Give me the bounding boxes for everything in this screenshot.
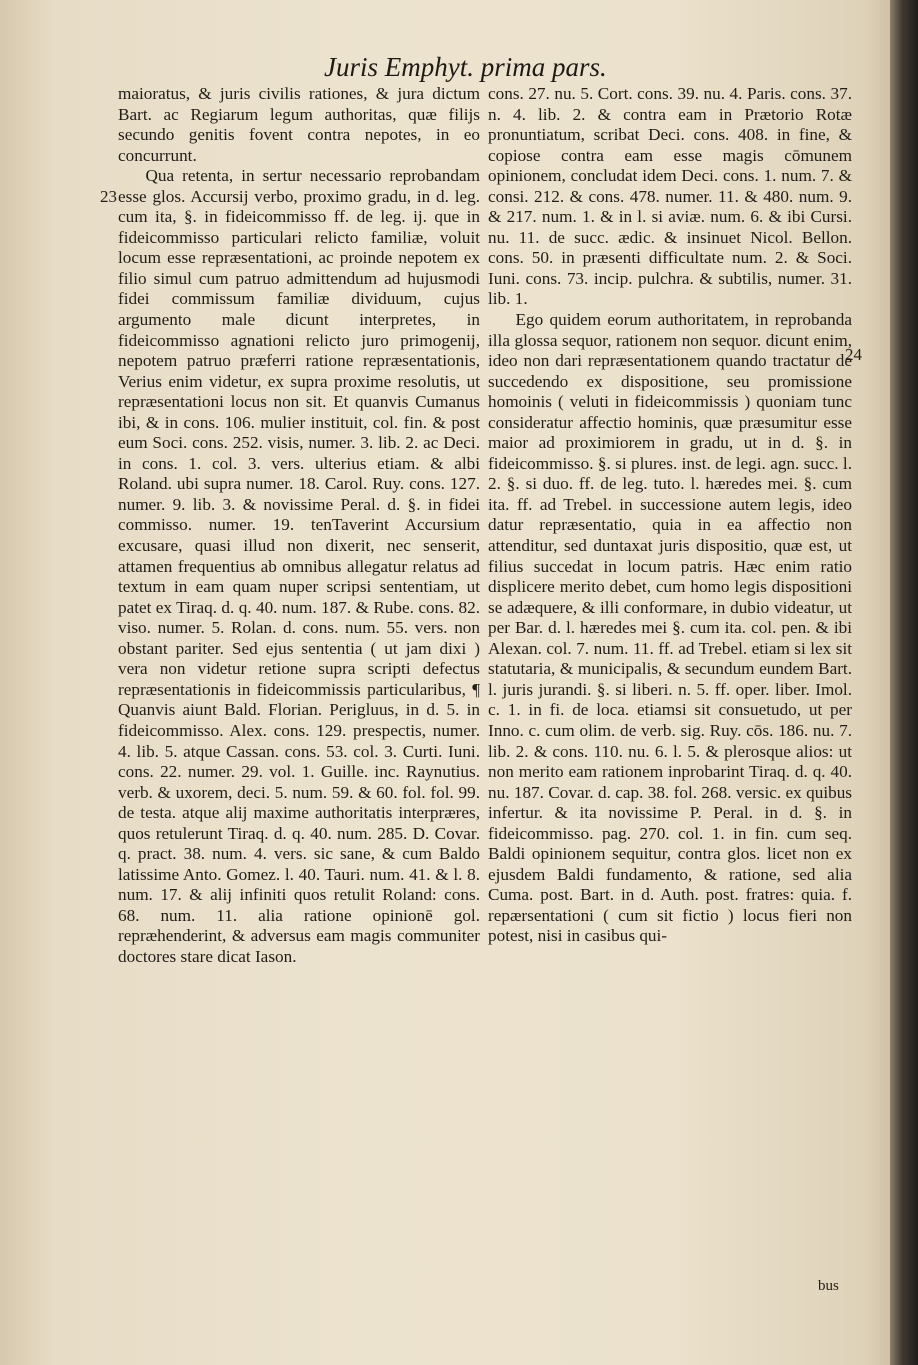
right-paragraph-2: Ego quidem eorum authoritatem, in reprobanda illa glossa sequor, rationem non sequor. dicunt enim, ideo non dari repræsentationem quando tractatur de succedendo ex dispositione, seu promissione homoinis ( veluti in fideicommissis ) quoniam tunc consideratur affectio hominis, quæ præsumitur esse maior ad proximiorem in gradu, ut in d. §. in fideicommisso. §. si plures. inst. de legi. agn. succ. l. 2. §. si duo. ff. de leg. tuto. l. hæredes mei. §. cum ita. ff. ad Trebel. in successione autem legis, ideo datur repræsentatio, quia in ea affectio non attenditur, sed duntaxat juris dispositio, quæ est, ut filius succedat in locum patris. Hæc enim ratio displicere merito debet, cum homo legis dispositioni se adæquere, & illi conformare, in dubio videatur, ut per Bar. d. l. hæredes mei §. cum ita. col. pen. & ibi Alexan. col. 7. num. 11. ff. ad Trebel. etiam si lex sit statutaria, & municipalis, & secundum eundem Bart. l. juris jurandi. §. si liberi. n. 5. ff. oper. liber. Imol. c. 1. in fi. de loca. etiamsi sit consuetudo, ut per Inno. c. cum olim. de verb. sig. Ruy. cōs. 186. nu. 7. lib. 2. & cons. 110. nu. 6. l. 5. & plerosque alios: ut non merito eam rationem inprobarint Tiraq. d. q. 40. nu. 187. Covar. d. cap. 38. fol. 268. versic. ex quibus infertur. & ita novissime P. Peral. in d. §. in fideicommisso. pag. 270. col. 1. in fin. cum seq. Baldi opinionem sequitur, contra glos. licet non ex ejusdem Baldi fundamento, & ratione, sed alia Cuma. post. Bart. in d. Auth. post. fratres: quia. f. repærsentationi ( cum sit fictio ) locus fieri non potest, nisi in casibus qui- [488, 310, 852, 946]
right-paragraph-1: cons. 27. nu. 5. Cort. cons. 39. nu. 4. Paris. cons. 37. n. 4. lib. 2. & contra eam in Prætorio Rotæ pronuntiatum, scribat Deci. cons. 408. in fine, & copiose contra eam esse magis cōmunem opinionem, concludat idem Deci. cons. 1. num. 7. & consi. 212. & cons. 478. numer. 11. & 480. num. 9. & 217. num. 1. & in l. si aviæ. num. 6. & ibi Cursi. nu. 11. de succ. ædic. & insinuet Nicol. Bellon. cons. 50. in præsenti difficultate num. 2. & Soci. Iuni. cons. 73. incip. pulchra. & subtilis, numer. 31. lib. 1. [488, 84, 852, 309]
running-title: Juris Emphyt. prima pars. [324, 52, 607, 82]
margin-number-right: 24 [845, 345, 862, 364]
right-column [488, 84, 852, 947]
left-paragraph-2: Qua retenta, in sertur necessario reprobandam esse glos. Accursij verbo, proximo gradu, in d. leg. cum ita, §. in fideicommisso ff. de leg. ij. que in fideicommisso particulari relicto familiæ, voluit locum esse repræsentationi, ac proinde nepotem ex filio simul cum patruo admittendum ad hujusmodi fidei commissum familiæ dividuum, cujus argumento male dicunt interpretes, in fideicommisso agnationi relicto juro primogenij, nepotem patruo præferri ratione repræsentationis, Verius enim videtur, ex supra proxime resolutis, ut repræsentationi locus non sit. Et quanvis Cumanus ibi, & in cons. 106. mulier instituit, col. fin. & post eum Soci. cons. 252. visis, numer. 3. lib. 2. ac Deci. in cons. 1. col. 3. vers. ulterius etiam. & albi Roland. ubi supra numer. 18. Carol. Ruy. cons. 127. numer. 9. lib. 3. & novissime Peral. d. §. in fidei commisso. numer. 19. tenTaverint Accursium excusare, quasi illud non dixerit, nec senserit, attamen frequentius ab omnibus allegatur relatus ad textum in eam quam nuper scripsi sententiam, ut patet ex Tiraq. d. q. 40. num. 187. & Rube. cons. 82. viso. numer. 5. Rolan. d. cons. num. 55. vers. non obstant pariter. Sed ejus sententia ( ut jam dixi ) vera non videtur retione supra scripti defectus repræsentationis in fideicommissis particularibus, ¶ Quanvis aiunt Bald. Florian. Perigluus, in d. 5. in fideicommisso. Alex. cons. 129. prespectis, numer. 4. lib. 5. atque Cassan. cons. 53. col. 3. Curti. Iuni. cons. 22. numer. 29. vol. 1. Guille. inc. Raynutius. verb. & uxorem, deci. 5. num. 59. & 60. fol. fol. 99. de testa. atque alij maxime authoritatis interpræres, quos retulerunt Tiraq. d. q. 40. num. 285. D. Covar. q. pract. 38. num. 4. vers. sic sane, & cum Baldo latissime Anto. Gomez. l. 40. Tauri. num. 41. & l. 8. num. 17. & alij infiniti quos retulit Roland: cons. 68. num. 11. alia ratione opinionē gol. repræhenderint, & adversus eam magis communiter doctores stare dicat Iason. [118, 166, 480, 966]
page-edge-shadow [890, 0, 918, 1365]
left-column [118, 84, 480, 968]
left-paragraph-1: maioratus, & juris civilis rationes, & jura dictum Bart. ac Regiarum legum authoritas, quæ filijs secundo genitis fovent contra nepotes, in eo concurrunt. [118, 84, 480, 165]
margin-number-left: 23 [100, 187, 117, 206]
catchword: bus [818, 1278, 839, 1294]
